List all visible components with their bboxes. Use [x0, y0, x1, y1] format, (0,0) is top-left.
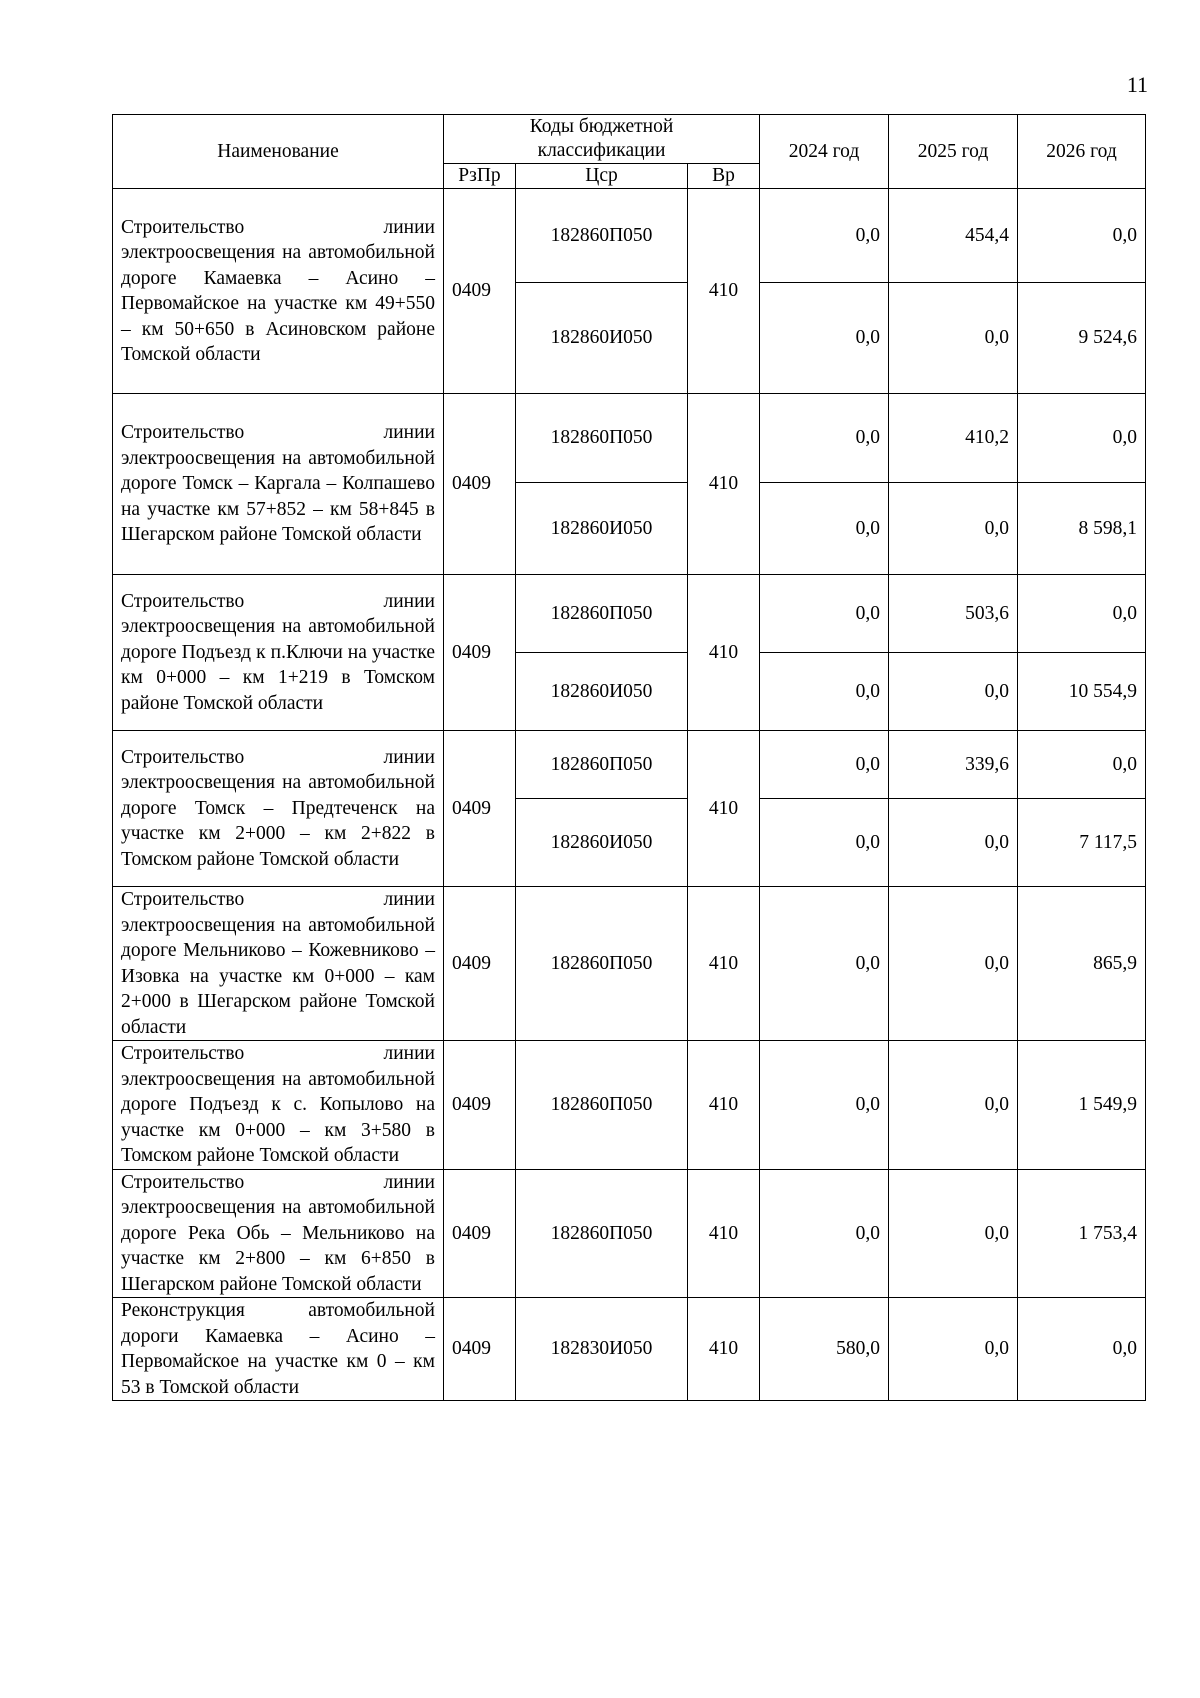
row-rzpr: 0409 [444, 1169, 516, 1298]
table-row [113, 1298, 1146, 1401]
row-2024: 0,0 [760, 653, 889, 731]
row-2024: 0,0 [760, 575, 889, 653]
row-name: Строительство линии электроосвещения на автомобильной дороге Томск – Каргала – Колпашево на участке км 57+852 – км 58+845 в Шегарском районе Томской области [113, 394, 444, 575]
row-2024: 0,0 [760, 1041, 889, 1170]
row-2025: 0,0 [889, 283, 1018, 394]
table-row [113, 887, 1146, 1041]
header-vr: Вр [688, 164, 760, 189]
row-csr: 182860П050 [516, 394, 688, 483]
row-2025: 0,0 [889, 1041, 1018, 1170]
row-2025: 0,0 [889, 653, 1018, 731]
row-2024: 0,0 [760, 394, 889, 483]
header-year-2024: 2024 год [760, 115, 889, 189]
row-vr: 410 [688, 1041, 760, 1170]
row-2025: 0,0 [889, 1298, 1018, 1401]
row-2026: 0,0 [1018, 731, 1146, 799]
row-rzpr: 0409 [444, 1298, 516, 1401]
row-csr: 182860П050 [516, 575, 688, 653]
table-row [113, 731, 1146, 799]
row-csr: 182860И050 [516, 799, 688, 887]
row-csr: 182860И050 [516, 483, 688, 575]
row-csr: 182830И050 [516, 1298, 688, 1401]
row-vr: 410 [688, 887, 760, 1041]
row-name: Строительство линии электроосвещения на автомобильной дороге Подъезд к с. Копылово на участке км 0+000 – км 3+580 в Томском районе Томской области [113, 1041, 444, 1170]
row-2026: 0,0 [1018, 189, 1146, 283]
header-codes-line1: Коды бюджетной [529, 116, 674, 137]
row-vr: 410 [688, 575, 760, 731]
header-codes-line2: классификации [537, 140, 666, 161]
table-row [113, 394, 1146, 483]
row-vr: 410 [688, 731, 760, 887]
row-2026: 1 753,4 [1018, 1169, 1146, 1298]
row-2026: 865,9 [1018, 887, 1146, 1041]
header-year-2026: 2026 год [1018, 115, 1146, 189]
row-2024: 0,0 [760, 887, 889, 1041]
row-vr: 410 [688, 394, 760, 575]
row-name: Реконструкция автомобильной дороги Камаевка – Асино – Первомайское на участке км 0 – км 53 в Томской области [113, 1298, 444, 1401]
header-year-2025: 2025 год [889, 115, 1018, 189]
row-name: Строительство линии электроосвещения на автомобильной дороге Подъезд к п.Ключи на участке км 0+000 – км 1+219 в Томском районе Томской области [113, 575, 444, 731]
row-2024: 0,0 [760, 1169, 889, 1298]
row-rzpr: 0409 [444, 887, 516, 1041]
header-csr: Цср [516, 164, 688, 189]
row-2026: 10 554,9 [1018, 653, 1146, 731]
row-2025: 410,2 [889, 394, 1018, 483]
page-number: 11 [1126, 72, 1148, 97]
row-name: Строительство линии электроосвещения на автомобильной дороге Томск – Предтеченск на участке км 2+000 – км 2+822 в Томском районе Томской области [113, 731, 444, 887]
row-2026: 0,0 [1018, 575, 1146, 653]
row-rzpr: 0409 [444, 189, 516, 394]
row-csr: 182860П050 [516, 189, 688, 283]
table-row [113, 1169, 1146, 1298]
row-2025: 503,6 [889, 575, 1018, 653]
row-rzpr: 0409 [444, 575, 516, 731]
table-row [113, 189, 1146, 283]
row-2026: 7 117,5 [1018, 799, 1146, 887]
row-2026: 8 598,1 [1018, 483, 1146, 575]
row-vr: 410 [688, 1298, 760, 1401]
row-csr: 182860И050 [516, 283, 688, 394]
row-2026: 0,0 [1018, 1298, 1146, 1401]
row-2024: 0,0 [760, 731, 889, 799]
row-2026: 0,0 [1018, 394, 1146, 483]
row-2024: 0,0 [760, 189, 889, 283]
row-csr: 182860П050 [516, 887, 688, 1041]
row-csr: 182860П050 [516, 1041, 688, 1170]
row-2025: 339,6 [889, 731, 1018, 799]
row-name: Строительство линии электроосвещения на автомобильной дороге Мельниково – Кожевниково – Изовка на участке км 0+000 – кам 2+000 в Шегарском районе Томской области [113, 887, 444, 1041]
row-rzpr: 0409 [444, 1041, 516, 1170]
table-row [113, 1041, 1146, 1170]
row-2025: 0,0 [889, 887, 1018, 1041]
row-csr: 182860П050 [516, 731, 688, 799]
row-2025: 0,0 [889, 799, 1018, 887]
row-2025: 454,4 [889, 189, 1018, 283]
row-2024: 0,0 [760, 283, 889, 394]
table-row [113, 575, 1146, 653]
row-vr: 410 [688, 189, 760, 394]
row-csr: 182860И050 [516, 653, 688, 731]
row-rzpr: 0409 [444, 394, 516, 575]
row-2026: 1 549,9 [1018, 1041, 1146, 1170]
table-header-row [113, 115, 1146, 164]
row-name: Строительство линии электроосвещения на автомобильной дороге Река Обь – Мельниково на участке км 2+800 – км 6+850 в Шегарском районе Томской области [113, 1169, 444, 1298]
row-rzpr: 0409 [444, 731, 516, 887]
row-csr: 182860П050 [516, 1169, 688, 1298]
budget-table [112, 114, 1146, 1401]
row-2024: 0,0 [760, 799, 889, 887]
row-2024: 580,0 [760, 1298, 889, 1401]
header-codes [444, 115, 760, 164]
row-name: Строительство линии электроосвещения на автомобильной дороге Камаевка – Асино – Первомайское на участке км 49+550 – км 50+650 в Асиновском районе Томской области [113, 189, 444, 394]
row-2025: 0,0 [889, 1169, 1018, 1298]
row-2026: 9 524,6 [1018, 283, 1146, 394]
row-vr: 410 [688, 1169, 760, 1298]
header-name: Наименование [113, 115, 444, 189]
row-2024: 0,0 [760, 483, 889, 575]
header-rzpr: РзПр [444, 164, 516, 189]
row-2025: 0,0 [889, 483, 1018, 575]
